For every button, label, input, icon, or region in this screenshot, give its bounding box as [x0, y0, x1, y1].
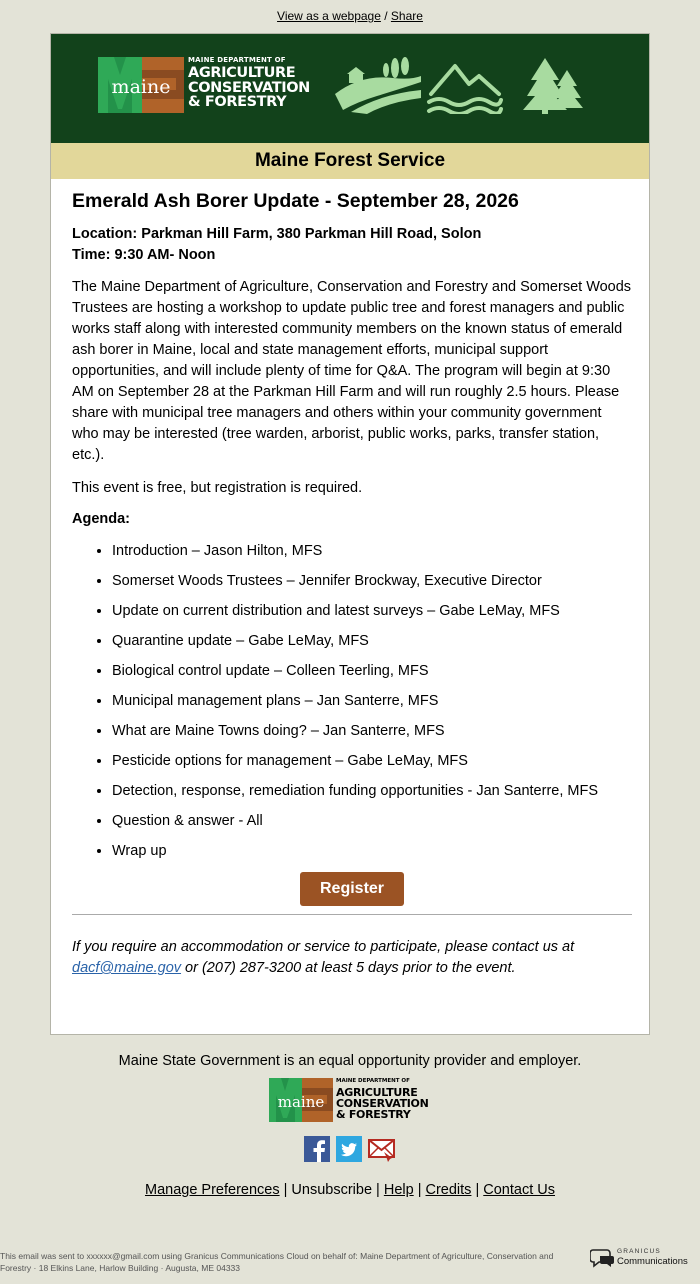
email-link[interactable]: dacf@maine.gov	[72, 960, 182, 976]
agenda-item: • Biological control update – Colleen Teerling, MFS	[112, 662, 632, 680]
agenda-list	[72, 542, 632, 860]
dept-icons	[331, 56, 593, 114]
divider	[72, 914, 632, 915]
unsubscribe-link[interactable]: Unsubscribe	[291, 1182, 373, 1198]
email-card	[50, 33, 650, 1035]
dept-line-3: CONSERVATION	[188, 79, 310, 96]
agenda-item: • Question & answer - All	[112, 812, 632, 830]
dept-line-1: MAINE DEPARTMENT OF	[188, 56, 286, 64]
link-separator: |	[372, 1182, 384, 1198]
granicus-speech-icon	[590, 1247, 614, 1269]
top-links	[0, 9, 700, 23]
trees-icon	[523, 58, 583, 114]
agenda-item: • Wrap up	[112, 842, 632, 860]
registration-note: This event is free, but registration is required.	[72, 480, 363, 496]
accommodation-note	[72, 937, 632, 979]
footer-dept-line-4: & FORESTRY	[336, 1107, 411, 1121]
twitter-icon[interactable]	[336, 1136, 362, 1167]
credits-link[interactable]: Credits	[425, 1182, 472, 1198]
granicus-top: GRANICUS	[617, 1248, 661, 1255]
header-banner	[51, 34, 649, 143]
article	[72, 179, 632, 979]
event-location: Location: Parkman Hill Farm, 380 Parkman Hill Road, Solon	[72, 226, 482, 242]
agenda-item: • Somerset Woods Trustees – Jennifer Brockway, Executive Director	[112, 572, 632, 590]
note-text-post: or (207) 287-3200 at least 5 days prior to the event.	[181, 960, 516, 976]
footer-logo[interactable]	[269, 1078, 431, 1122]
agenda-item: • Quarantine update – Gabe LeMay, MFS	[112, 632, 632, 650]
dept-name	[188, 57, 310, 110]
link-separator: |	[471, 1182, 484, 1198]
agenda-item: • Introduction – Jason Hilton, MFS	[112, 542, 632, 560]
footer-logo-word: maine	[277, 1093, 325, 1111]
agenda-heading: Agenda:	[72, 511, 130, 527]
footer-maine-logo-icon	[269, 1078, 333, 1122]
agenda-item: • Municipal management plans – Jan Santerre, MFS	[112, 692, 632, 710]
agenda-item: • Detection, response, remediation funding opportunities - Jan Santerre, MFS	[112, 782, 632, 800]
register-row	[72, 872, 632, 906]
footer-dept-line-1: MAINE DEPARTMENT OF	[336, 1078, 410, 1084]
logo-word: maine	[111, 76, 171, 98]
footer-dept-line-3: CONSERVATION	[336, 1096, 429, 1110]
agenda-item: • Update on current distribution and latest surveys – Gabe LeMay, MFS	[112, 602, 632, 620]
footer	[0, 1051, 700, 1200]
mountains-icon	[429, 66, 501, 114]
footer-links	[0, 1180, 700, 1200]
granicus-logo[interactable]	[590, 1247, 700, 1271]
email-icon[interactable]	[368, 1136, 396, 1167]
footer-dept-name	[336, 1079, 429, 1120]
dacf-logo[interactable]	[98, 57, 316, 117]
view-as-webpage-link[interactable]: View as a webpage	[277, 9, 381, 23]
article-title: Emerald Ash Borer Update - September 28, 2026	[72, 190, 519, 212]
contact-us-link[interactable]: Contact Us	[483, 1182, 555, 1198]
manage-preferences-link[interactable]: Manage Preferences	[144, 1182, 280, 1198]
top-links-separator: /	[380, 9, 391, 23]
event-time: Time: 9:30 AM- Noon	[72, 246, 216, 263]
article-body: The Maine Department of Agriculture, Conservation and Forestry and Somerset Woods Trustees are hosting a workshop to update public tree and forest managers and public works staff along with interested community members on the known status of emerald ash borer in Maine, local and state management efforts, municipal support opportunities, and will include plenty of time for Q&A. The program will begin at 9:30 AM on September 28 at the Parkman Hill Farm and will run roughly 2.5 hours. Please share with municipal tree managers and others within your community government who may be interested (tree warden, arborist, public works, parks, transfer station, etc.).	[72, 279, 632, 463]
help-link[interactable]: Help	[383, 1182, 414, 1198]
legal-text: This email was sent to xxxxxx@gmail.com using Granicus Communications Cloud on behalf of: Maine Department of Agriculture, Conservation and Forestry · 18 Elkins Lane, Harlow Building · Augusta, ME 04333	[0, 1251, 554, 1273]
event-details	[72, 224, 632, 265]
link-separator: |	[279, 1182, 292, 1198]
dept-line-2: AGRICULTURE	[188, 65, 296, 81]
footer-dept-line-2: AGRICULTURE	[336, 1085, 418, 1099]
maine-logo-icon	[98, 57, 184, 113]
granicus-bottom: Communications	[617, 1256, 688, 1267]
equal-opportunity-text: Maine State Government is an equal opportunity provider and employer.	[118, 1053, 582, 1069]
dept-line-4: & FORESTRY	[188, 94, 287, 110]
share-link[interactable]: Share	[390, 9, 423, 23]
note-text-pre: If you require an accommodation or service to participate, please contact us at	[72, 939, 575, 955]
agenda-item: • What are Maine Towns doing? – Jan Santerre, MFS	[112, 722, 632, 740]
register-button[interactable]: Register	[300, 872, 404, 906]
agenda-item: • Pesticide options for management – Gabe LeMay, MFS	[112, 752, 632, 770]
facebook-icon[interactable]	[304, 1136, 330, 1167]
social-links	[0, 1136, 700, 1162]
farm-icon	[335, 57, 421, 114]
service-bar: Maine Forest Service	[51, 143, 649, 179]
link-separator: |	[413, 1182, 426, 1198]
